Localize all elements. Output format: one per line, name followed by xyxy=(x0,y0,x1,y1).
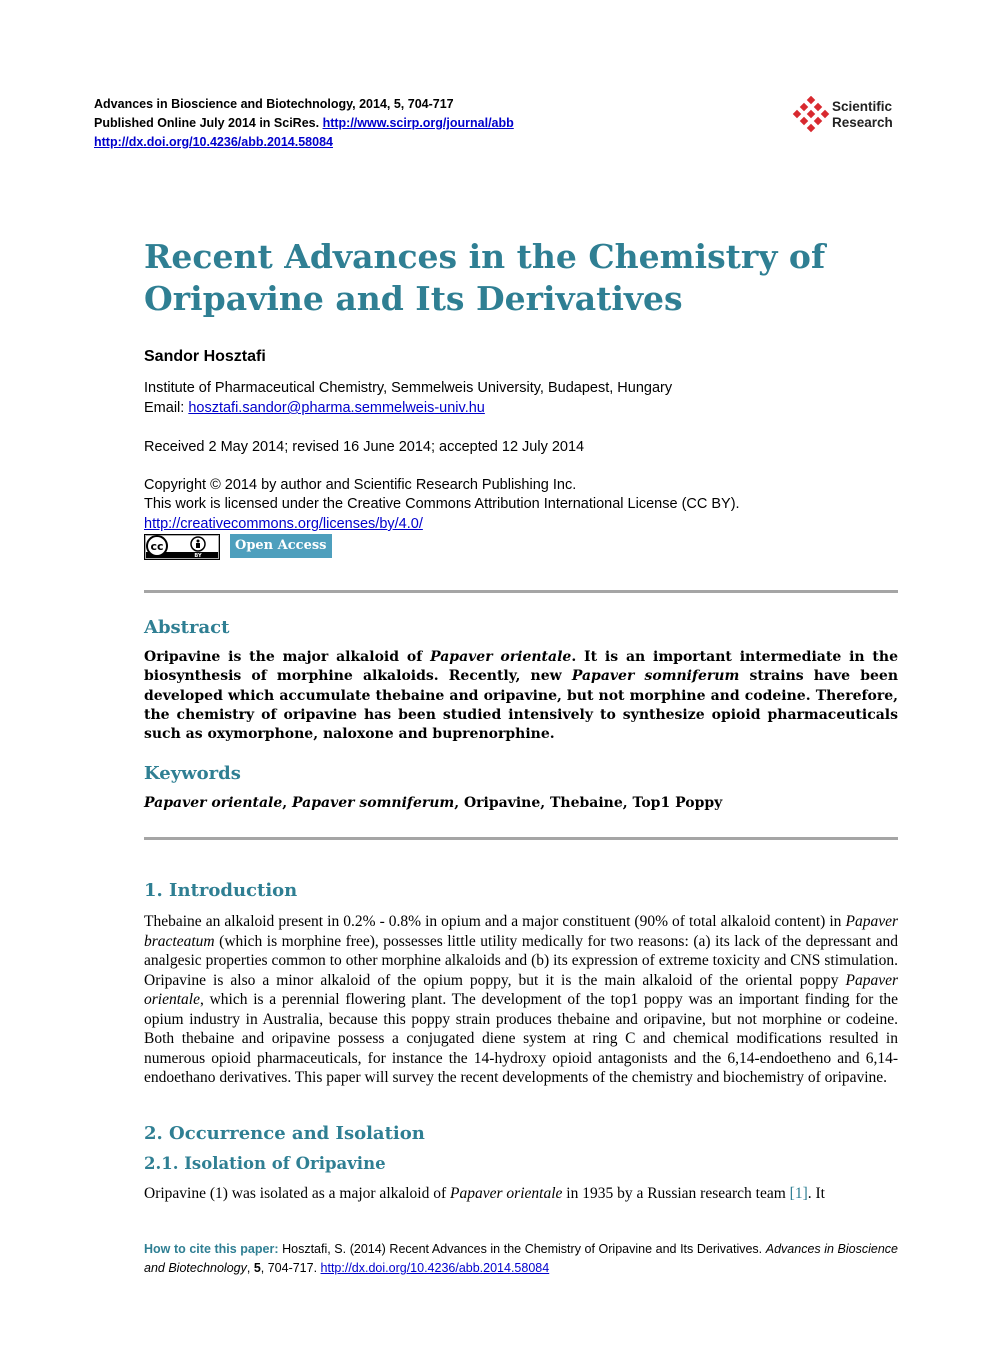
affiliation: Institute of Pharmaceutical Chemistry, Semmelweis University, Budapest, Hungary xyxy=(144,380,673,396)
abstract-part-3: strains have been developed which accumulate thebaine and oripavine, but not morphine and codeine. Therefore, the chemistry of oripavine has been studied intensively to synthesize opioid pharmaceuticals such as oxymorphone, naloxone and buprenorphine. xyxy=(144,668,898,743)
published-line xyxy=(94,114,514,133)
journal-citation-line: Advances in Bioscience and Biotechnology, 2014, 5, 704-717 xyxy=(94,97,454,111)
doi-line xyxy=(94,133,514,152)
intro-part-3: , which is a perennial flowering plant. The development of the top1 poppy was an important finding for the opium industry in Australia, because this poppy strain produces thebaine and oripavine, but not morphine or codeine. Both thebaine and oripavine possess a conjugated diene system at ring C and chemical modifications resulted in numerous opioid pharmaceuticals, for instance the 14-hydroxy opioid antagonists and the 6,14-endoetheno and 6,14-endoethano derivatives. This paper will survey the recent developments of the chemistry and biochemistry of oripavine. xyxy=(144,991,898,1086)
intro-heading: 1. Introduction xyxy=(144,880,298,901)
copyright-line: Copyright © 2014 by author and Scientific Research Publishing Inc. xyxy=(144,477,577,493)
divider-top xyxy=(144,590,898,593)
keyword-rest: , Oripavine, Thebaine, Top1 Poppy xyxy=(454,795,723,811)
received-dates: Received 2 May 2014; revised 16 June 2014; accepted 12 July 2014 xyxy=(144,439,585,455)
cite-volume: 5 xyxy=(253,1261,261,1275)
intro-species-1: Papaver bracteatum xyxy=(144,913,898,950)
email-link[interactable]: hosztafi.sandor@pharma.semmelweis-univ.hu xyxy=(188,400,485,416)
divider-bottom xyxy=(144,837,898,840)
title-line-1: Recent Advances in the Chemistry of xyxy=(144,237,826,276)
isolation-species: Papaver orientale xyxy=(450,1185,563,1202)
intro-paragraph xyxy=(144,912,898,1088)
journal-url-link[interactable]: http://www.scirp.org/journal/abb xyxy=(322,116,514,130)
isolation-part-3: . It xyxy=(807,1185,825,1202)
cite-doi-link[interactable]: http://dx.doi.org/10.4236/abb.2014.58084 xyxy=(320,1261,550,1275)
cc-by-icon[interactable] xyxy=(144,534,220,560)
title-line-2: Oripavine and Its Derivatives xyxy=(144,279,683,318)
intro-part-1: Thebaine an alkaloid present in 0.2% - 0.8% in opium and a major constituent (90% of total alkaloid content) in xyxy=(144,913,846,930)
publisher-logo xyxy=(790,96,910,136)
intro-part-2: (which is morphine free), possesses little utility medically for two reasons: (a) its lack of the depressant and analgesic properties common to other morphine alkaloids and (b) its expression of extreme toxicity and CNS stimulation. Oripavine is also a minor alkaloid of the opium poppy, but it is the main alkaloid of the oriental poppy xyxy=(144,932,898,989)
how-to-cite xyxy=(144,1240,898,1278)
abstract-species-1: Papaver orientale xyxy=(430,649,572,665)
reference-link-1[interactable]: [1] xyxy=(789,1185,808,1202)
license-url-link[interactable]: http://creativecommons.org/licenses/by/4.0/ xyxy=(144,516,423,532)
section-2-1-heading: 2.1. Isolation of Oripavine xyxy=(144,1154,386,1173)
keyword-separator: , xyxy=(282,795,293,811)
license-url-line xyxy=(144,514,423,534)
intro-species-2: Papaver orientale xyxy=(144,971,898,1008)
logo-line-2: Research xyxy=(832,115,893,130)
keyword-2: Papaver somniferum xyxy=(292,795,455,811)
published-text: Published Online July 2014 in SciRes. xyxy=(94,116,323,130)
author-name: Sandor Hosztafi xyxy=(144,348,266,365)
section-2-heading: 2. Occurrence and Isolation xyxy=(144,1123,425,1144)
keywords-heading: Keywords xyxy=(144,763,241,784)
doi-link[interactable]: http://dx.doi.org/10.4236/abb.2014.58084 xyxy=(94,135,333,149)
license-line: This work is licensed under the Creative Commons Attribution International License (CC BY). xyxy=(144,496,740,512)
keyword-1: Papaver orientale xyxy=(144,795,283,811)
logo-text xyxy=(832,99,893,131)
logo-line-1: Scientific xyxy=(832,99,893,114)
cite-pages: , 704-717. xyxy=(260,1261,321,1275)
open-access-badge[interactable]: Open Access xyxy=(230,534,332,558)
scientific-research-logo-icon xyxy=(790,96,830,136)
cite-comma: , xyxy=(246,1261,254,1275)
isolation-paragraph xyxy=(144,1184,898,1204)
abstract-part-1: Oripavine is the major alkaloid of xyxy=(144,649,431,665)
paper-title xyxy=(144,236,904,320)
cite-label: How to cite this paper: xyxy=(144,1242,283,1256)
cite-text: Hosztafi, S. (2014) Recent Advances in the Chemistry of Oripavine and Its Derivatives. xyxy=(282,1242,766,1256)
by-letters: BY xyxy=(194,553,202,559)
cc-letters: cc xyxy=(150,540,164,553)
abstract-heading: Abstract xyxy=(144,617,230,638)
abstract-part-2: . It is an important intermediate in the biosynthesis of morphine alkaloids. Recently, new xyxy=(144,649,898,685)
email-line xyxy=(144,398,485,418)
abstract-species-2: Papaver somniferum xyxy=(571,668,740,685)
abstract-text xyxy=(144,648,898,744)
email-label: Email: xyxy=(144,400,189,416)
journal-header xyxy=(94,95,514,152)
isolation-part-2: in 1935 by a Russian research team xyxy=(562,1185,790,1202)
isolation-part-1: Oripavine (1) was isolated as a major alkaloid of xyxy=(144,1185,451,1202)
keywords-list xyxy=(144,793,898,813)
cite-journal: Advances in Bioscience and Biotechnology xyxy=(144,1242,898,1275)
